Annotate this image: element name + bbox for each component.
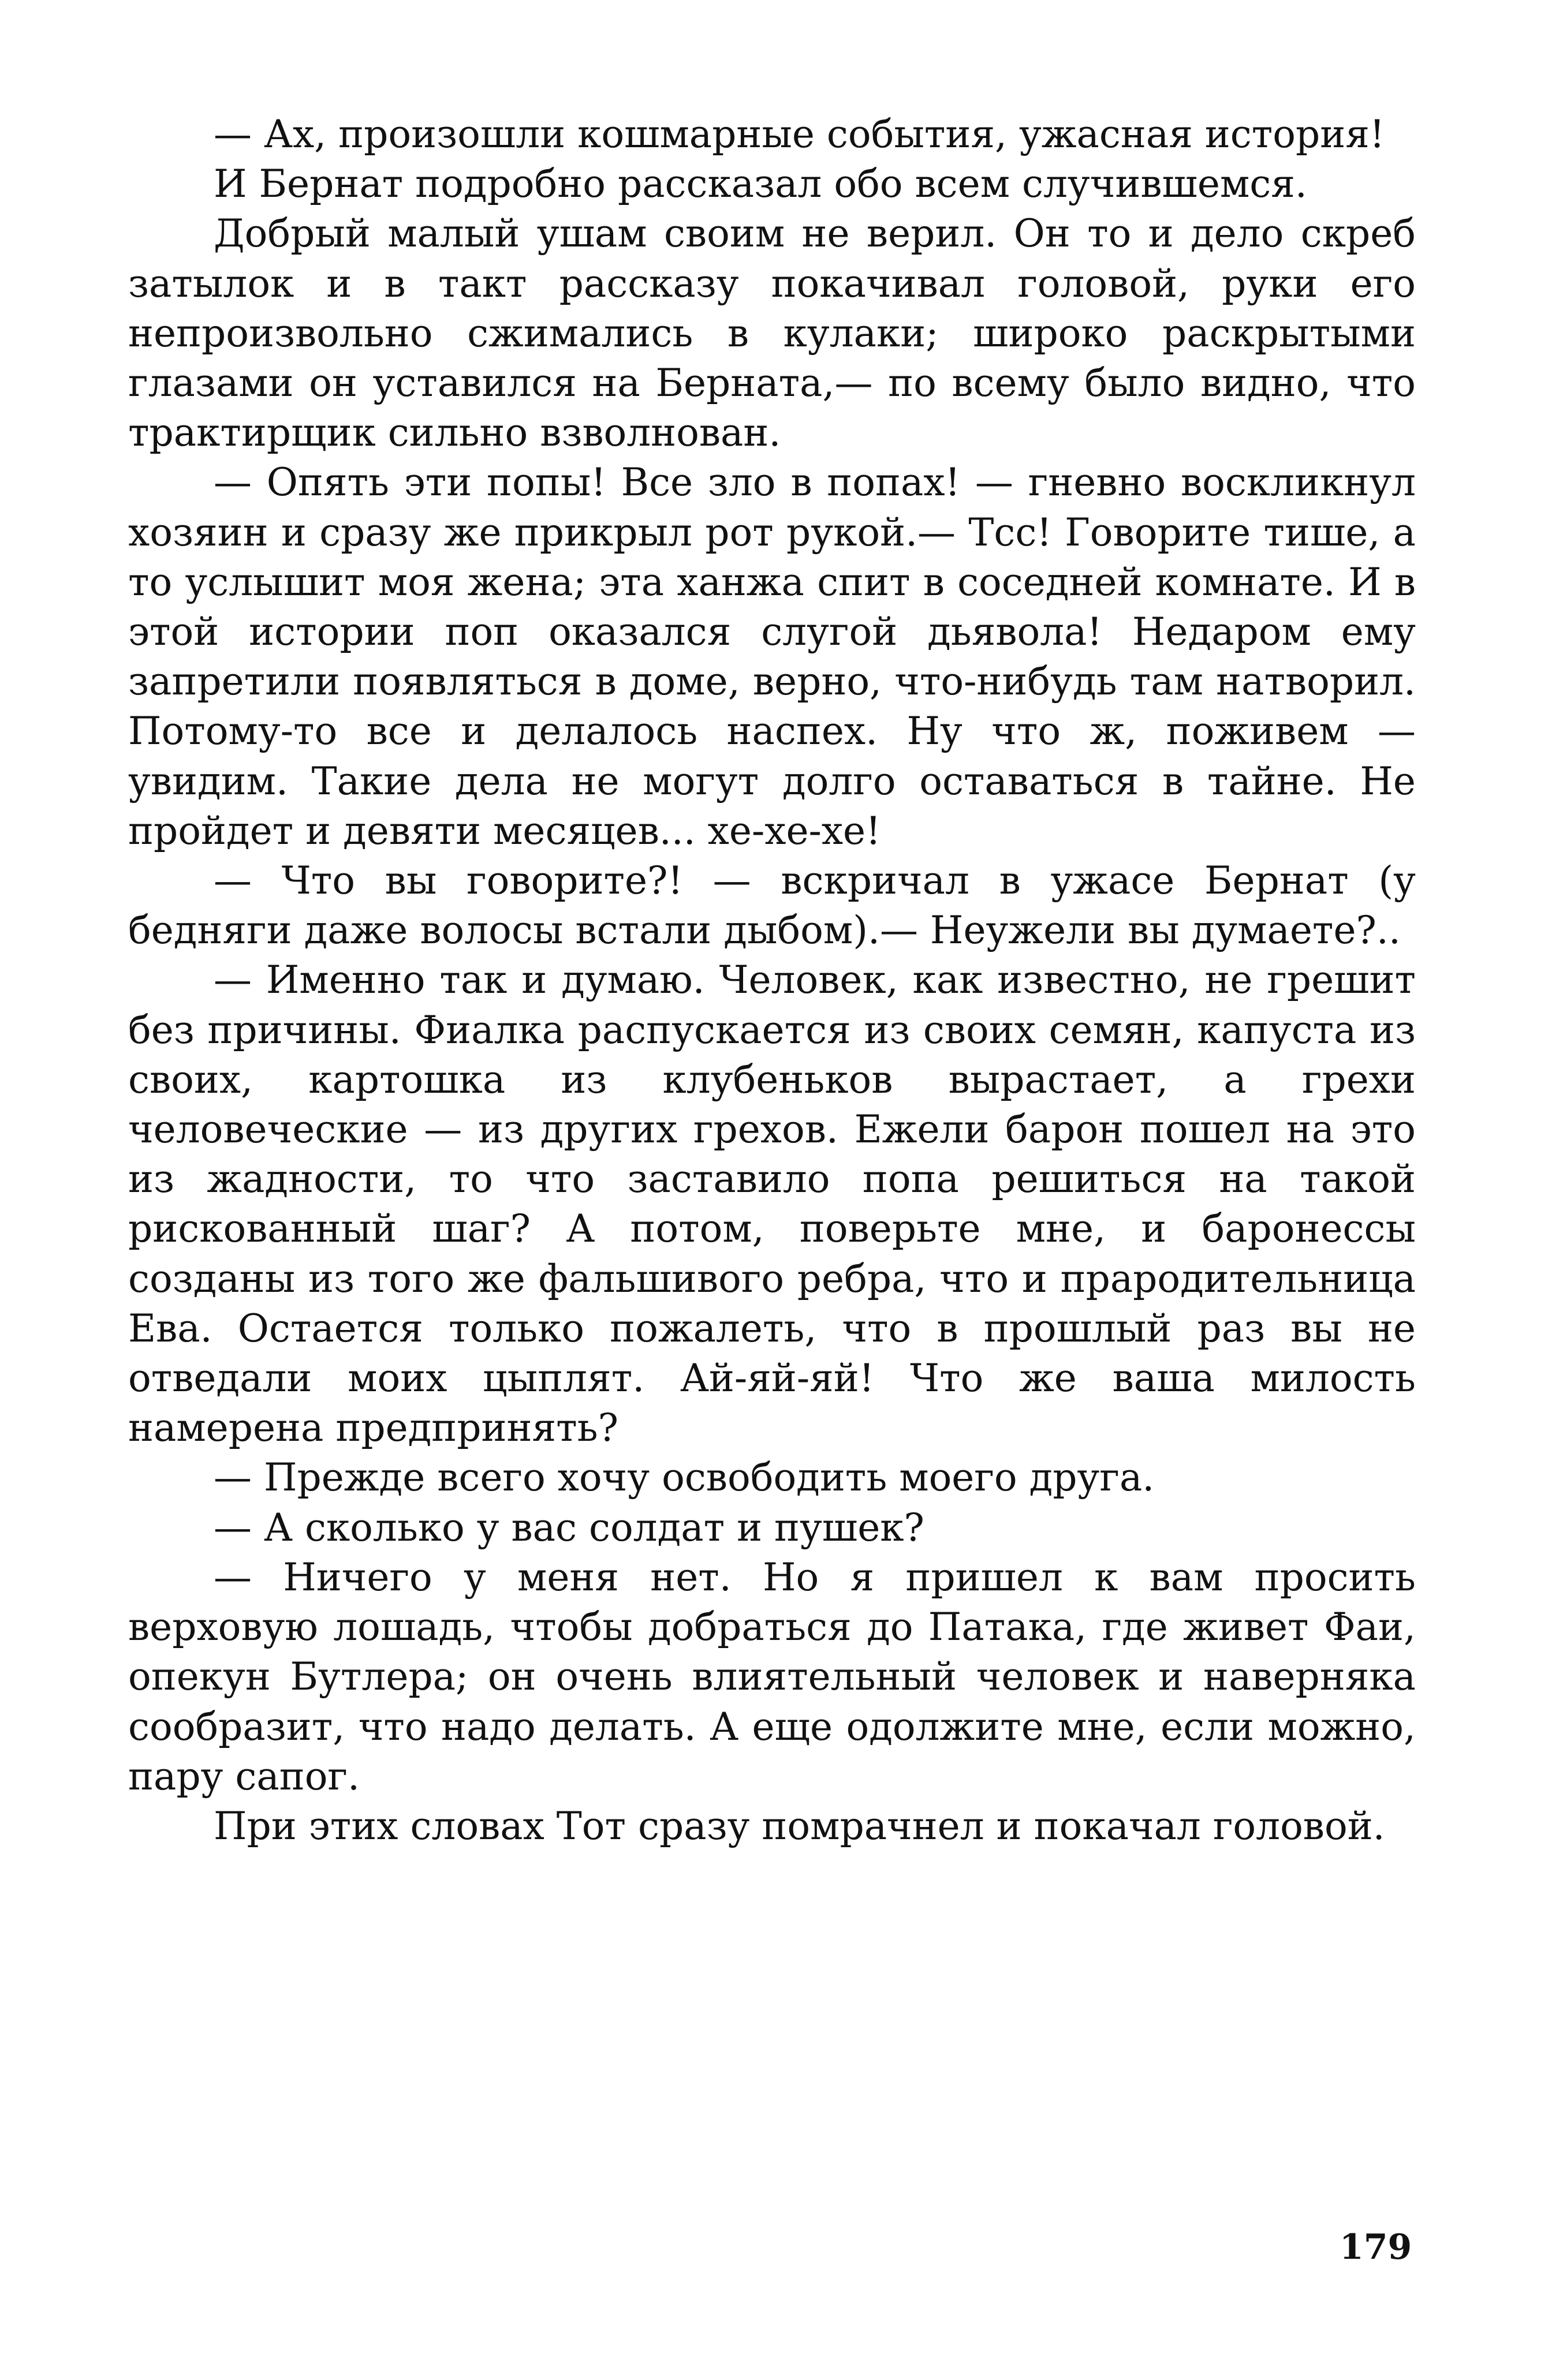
paragraph: И Бернат подробно рассказал обо всем случившемся. <box>214 162 1307 207</box>
paragraph: При этих словах Тот сразу помрачнел и покачал головой. <box>214 1803 1385 1848</box>
paragraph: — Прежде всего хочу освободить моего друга. <box>214 1455 1155 1500</box>
page-number: 179 <box>1340 2227 1412 2267</box>
paragraph: — Именно так и думаю. Человек, как известно, не грешит без причины. Фиалка распускается из своих семян, капуста из своих, картошка из клубеньков вырастает, а грехи человеческие — из других грехов. Ежели барон пошел на это из жадности, то что заставило попа решиться на такой рискованный шаг? А потом, поверьте мне, и баронессы созданы из того же фальшивого ребра, что и прародительница Ева. Остается только пожалеть, что в прошлый раз вы не отведали моих цыплят. Ай-яй-яй! Что же ваша милость намерена предпринять? <box>128 958 1416 1451</box>
paragraph: — Опять эти попы! Все зло в попах! — гневно воскликнул хозяин и сразу же прикрыл рот рукой.— Тсс! Говорите тише, а то услышит моя жена; эта ханжа спит в соседней комнате. И в этой истории поп оказался слугой дьявола! Недаром ему запретили появляться в доме, верно, что-нибудь там натворил. Потому-то все и делалось наспех. Ну что ж, поживем — увидим. Такие дела не могут долго оставаться в тайне. Не пройдет и девяти месяцев... хе-хе-хе! <box>128 460 1416 853</box>
paragraph: — Ах, произошли кошмарные события, ужасная история! <box>214 112 1385 156</box>
body-text <box>128 110 1416 1851</box>
paragraph: — Ничего у меня нет. Но я пришел к вам просить верховую лошадь, чтобы добраться до Патака, где живет Фаи, опекун Бутлера; он очень влиятельный человек и наверняка сообразит, что надо делать. А еще одолжите мне, если можно, пару сапог. <box>128 1555 1416 1799</box>
paragraph: — Что вы говорите?! — вскричал в ужасе Бернат (у бедняги даже волосы встали дыбом).— Неужели вы думаете?.. <box>128 858 1416 953</box>
paragraph: Добрый малый ушам своим не верил. Он то и дело скреб затылок и в такт рассказу покачивал головой, руки его непроизвольно сжимались в кулаки; широко раскрытыми глазами он уставился на Берната,— по всему было видно, что трактирщик сильно взволнован. <box>128 211 1416 455</box>
paragraph: — А сколько у вас солдат и пушек? <box>214 1505 924 1550</box>
